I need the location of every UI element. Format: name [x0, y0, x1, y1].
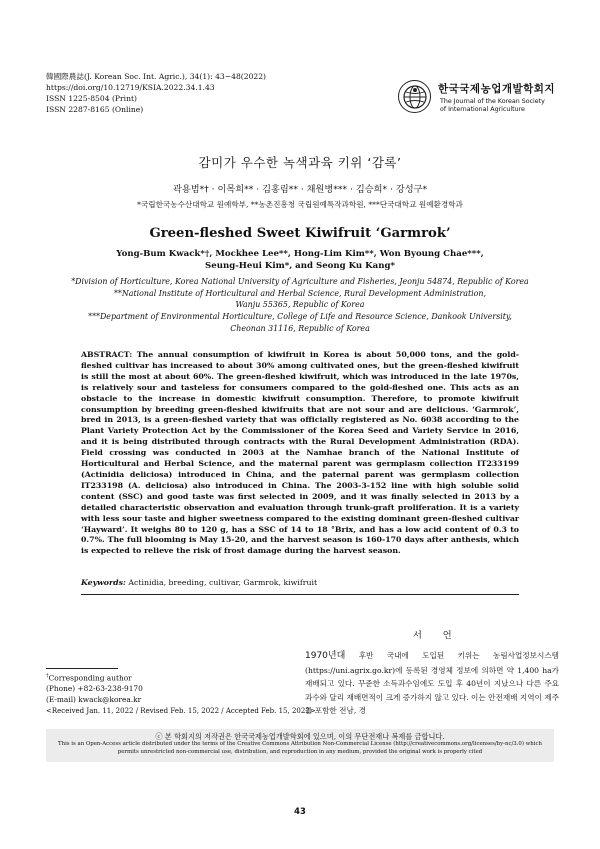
license-line2: permits unrestricted non-commercial use, distribution, and reproduction in any medium, provided the original work is properly cited	[117, 748, 483, 755]
journal-citation: 韓國際農誌(J. Korean Soc. Int. Agric.), 34(1): 43−48(2022)	[46, 72, 267, 81]
title-english: Green-fleshed Sweet Kiwifruit ‘Garmrok’	[149, 226, 451, 241]
page-number: 43	[294, 806, 306, 816]
keywords-label: Keywords:	[81, 578, 126, 587]
society-name-en-line1: The Journal of the Korean Society	[440, 98, 545, 105]
authors-korean: 곽용범*† · 이목희** · 김홍림** · 채원병*** · 김승희* · 강성구*	[172, 184, 428, 195]
society-name-ko: 한국국제농업개발학회지	[438, 83, 556, 95]
affiliations-english	[20, 276, 580, 335]
issn-print: ISSN 1225-8504 (Print)	[46, 94, 137, 103]
affiliations-korean: *국립한국농수산대학교 원예학부, **농촌진흥청 국립원예특작과학원, ***단국대학교 원예환경학과	[137, 200, 463, 209]
abstract-label: ABSTRACT:	[81, 350, 133, 359]
issn-online: ISSN 2287-8165 (Online)	[46, 105, 144, 114]
manuscript-dates: <Received Jan. 11, 2022 / Revised Feb. 15, 2022 / Accepted Feb. 15, 2022>	[46, 706, 316, 715]
copyright-notice: ⓒ 본 학회지의 저작권은 한국국제농업개발학회에 있으며, 이의 무단전재나 복제를 금합니다.	[155, 732, 445, 741]
affiliation-line: Wanju 55365, Republic of Korea	[235, 300, 365, 310]
authors-english-line1: Yong-Bum Kwack*†, Mockhee Lee**, Hong-Lim Kim**, Won Byoung Chae***,	[116, 249, 484, 259]
title-korean: 감미가 우수한 녹색과육 키위 ‘감록’	[198, 155, 402, 170]
society-name-en-line2: of International Agriculture	[440, 106, 525, 113]
section-heading-intro: 서 언	[413, 630, 461, 641]
keywords	[81, 578, 519, 587]
corresponding-email[interactable]: (E-mail) kwack@korea.kr	[46, 695, 142, 705]
abstract	[81, 350, 519, 557]
affiliation-line: ***Department of Environmental Horticulture, College of Life and Resource Science, Dankook University,	[88, 312, 512, 322]
globe-icon	[402, 84, 428, 110]
intro-lead: 1970년대	[305, 651, 346, 661]
authors-english-line2: Seung-Heui Kim*, and Seong Ku Kang*	[205, 261, 395, 271]
doi-link[interactable]: https://doi.org/10.12719/KSIA.2022.34.1.43	[46, 83, 215, 92]
society-emblem-icon	[398, 80, 431, 113]
intro-text: 후반 국내에 도입된 키위는 농림사업정보시스템 (https://uni.agrix.go.kr)에 등록된 경영체 정보에 의하면 약 1,400 ha가 재배되고 있다. 꾸준한 소득과수임에도 도입 후 40년이 지났으나 다른 주요 과수와 달리 재배면적이 크게 증가하지 않고 있다. 이는 안전재배 지역이 제주를 포함한 전남, 경	[305, 651, 559, 716]
intro-paragraph	[305, 649, 559, 718]
footnote-divider	[46, 668, 118, 669]
correspondence: †Corresponding author (Phone) +82-63-238-9170 (E-mail) kwack@korea.kr <Received Jan. 11, 2022 / Revised Feb. 15, 2022 / Accepted Feb. 15, 2022>	[46, 673, 316, 715]
license-box	[46, 729, 554, 762]
abstract-text: The annual consumption of kiwifruit in Korea is about 50,000 tons, and the gold-fleshed cultivar has increased to about 30% among cultivated ones, but the green-fleshed kiwifruit is still the most at about 60%. The green-fleshed kiwifruit, which was introduced in the late 1970s, is relatively sour and tasteless for consumers compared to the gold-fleshed one. This acts as an obstacle to the increase in domestic kiwifruit consumption. Therefore, to promote kiwifruit consumption by breeding green-fleshed kiwifruits that are not sour and are delicious. ‘Garmrok’, bred in 2013, is a green-fleshed variety that was officially registered as No. 6038 according to the Plant Variety Protection Act by the Commissioner of the Korea Seed and Variety Service in 2016, and it is being distributed through contracts with the Rural Development Administration (RDA). Field crossing was conducted in 2003 at the Namhae branch of the National Institute of Horticultural and Herbal Science, and the maternal parent was germplasm collection IT233199 (Actinidia deliciosa) introduced in China, and the paternal parent was germplasm collection IT233198 (A. deliciosa) also introduced in China. The 2003-3-152 line with high soluble solid content (SSC) and good taste was first selected in 2009, and it was finally selected in 2013 by a detailed characteristic observation and evaluation through trunk-graft proliferation. It is a variety with less sour taste and higher sweetness compared to the existing dominant green-fleshed cultivar ‘Hayward’. It weighs 80 to 120 g, has a SSC of 14 to 18 °Brix, and has a low acid content of 0.3 to 0.7%. The full blooming is May 15-20, and the harvest season is 160-170 days after anthesis, which is expected to relieve the risk of frost damage during the harvest season.	[81, 350, 520, 556]
affiliation-line: **National Institute of Horticultural and Herbal Science, Rural Development Administration,	[113, 288, 487, 298]
corresponding-author-label: Corresponding author	[48, 673, 132, 683]
license-line1: This is an Open-Access article distributed under the terms of the Creative Commons Attribution Non-Commercial License (http://creativecommons.org/licenses/by-nc/3.0) which	[58, 741, 542, 747]
affiliation-line: *Division of Horticulture, Korea National University of Agriculture and Fisheries, Jeonju 54874, Republic of Korea	[71, 277, 529, 286]
abstract-divider	[81, 594, 519, 595]
corresponding-phone: (Phone) +82-63-238-9170	[46, 684, 143, 694]
keywords-text: Actinidia, breeding, cultivar, Garmrok, kiwifruit	[128, 578, 318, 587]
affiliation-line: Cheonan 31116, Republic of Korea	[230, 323, 370, 333]
